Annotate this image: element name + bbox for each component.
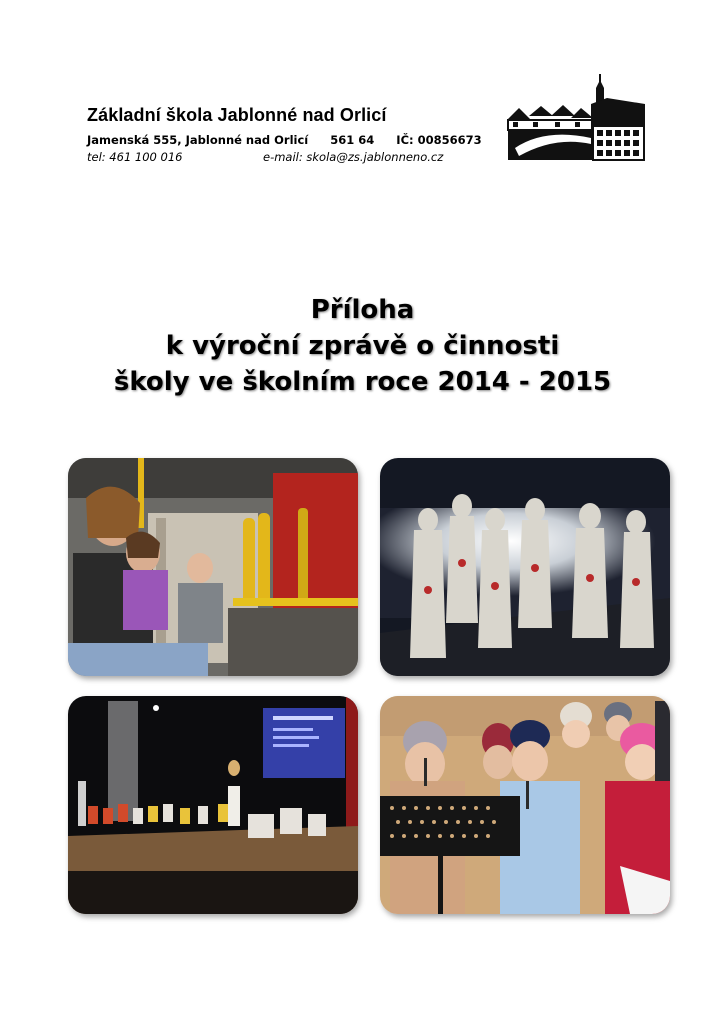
contact-line (87, 150, 467, 166)
document-title (0, 292, 725, 400)
telephone: tel: 461 100 016 (87, 150, 183, 164)
title-line-1: Příloha (310, 295, 415, 325)
email: e-mail: skola@zs.jablonneno.cz (263, 150, 444, 164)
school-name: Základní škola Jablonné nad Orlicí (87, 105, 387, 125)
title-line-3: školy ve školním roce 2014 - 2015 (113, 367, 612, 397)
school-buildings-logo (505, 68, 647, 164)
ico-number: IČ: 00856673 (396, 133, 482, 147)
address-line (87, 133, 482, 147)
photo-children-playing-flutes (380, 696, 670, 914)
photo-stage-presentation (68, 696, 358, 914)
postal-code: 561 64 (330, 133, 375, 147)
title-line-2: k výroční zprávě o činnosti (165, 331, 560, 361)
letterhead (87, 105, 482, 166)
address: Jamenská 555, Jablonné nad Orlicí (87, 133, 309, 147)
photo-children-fire-station (68, 458, 358, 676)
photo-angel-figurines (380, 458, 670, 676)
